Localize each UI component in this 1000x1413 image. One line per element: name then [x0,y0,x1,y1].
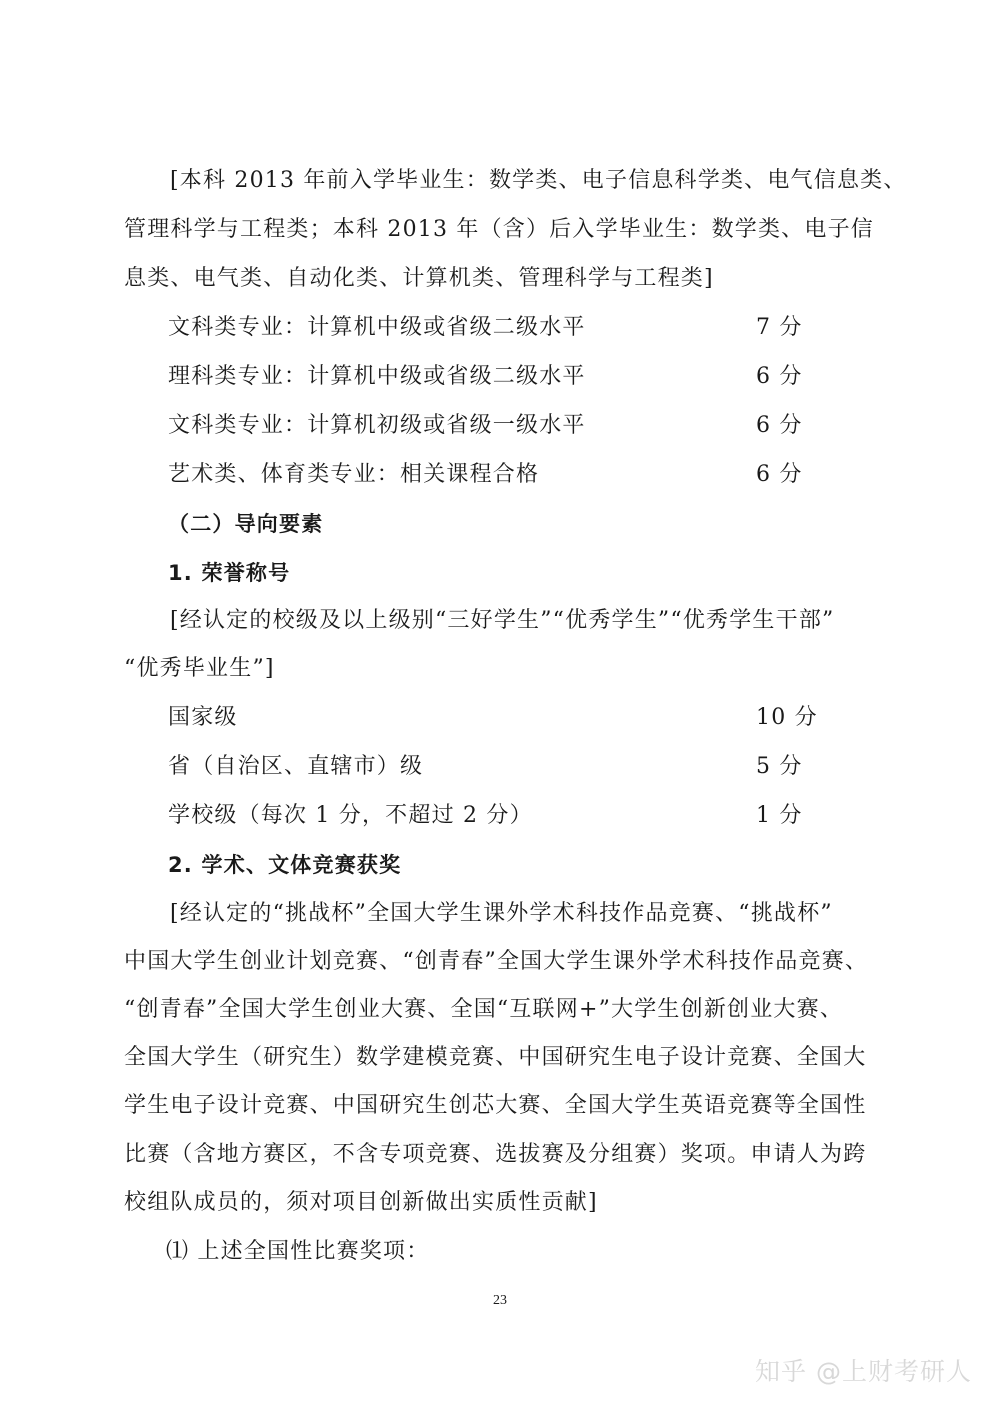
paragraph-line: 中国大学生创业计划竞赛、“创青春”全国大学生课外学术科技作品竞赛、 [124,949,869,974]
paragraph-line: [经认定的“挑战杯”全国大学生课外学术科技作品竞赛、“挑战杯” [170,901,833,926]
subsection-heading: 2. 学术、文体竞赛获奖 [168,853,402,877]
paragraph-line: 校组队成员的，须对项目创新做出实质性贡献] [124,1190,598,1215]
paragraph-line: 学生电子设计竞赛、中国研究生创芯大赛、全国大学生英语竞赛等全国性 [124,1093,867,1118]
list-item: ⑴ 上述全国性比赛奖项： [166,1239,430,1264]
subsection-heading: 1. 荣誉称号 [168,561,291,585]
score-label: 文科类专业：计算机初级或省级一级水平 [168,413,586,438]
score-value: 7 分 [756,315,803,340]
score-value: 6 分 [756,462,803,487]
score-label: 省（自治区、直辖市）级 [168,754,424,779]
score-row [168,460,868,490]
score-value: 5 分 [756,754,803,779]
paragraph-line: “优秀毕业生”] [124,656,275,681]
paragraph-line: [本科 2013 年前入学毕业生：数学类、电子信息科学类、电气信息类、 [170,168,907,193]
page-number: 23 [493,1293,507,1308]
score-value: 1 分 [756,803,803,828]
score-label: 理科类专业：计算机中级或省级二级水平 [168,364,586,389]
score-label: 艺术类、体育类专业：相关课程合格 [168,462,540,487]
score-row [168,752,868,782]
paragraph-line: “创青春”全国大学生创业大赛、全国“互联网+”大学生创新创业大赛、 [124,997,844,1022]
score-label: 学校级（每次 1 分，不超过 2 分） [168,803,533,828]
score-row [168,703,868,733]
score-row [168,411,868,441]
paragraph-line: 比赛（含地方赛区，不含专项竞赛、选拔赛及分组赛）奖项。申请人为跨 [124,1142,867,1167]
paragraph-line: 全国大学生（研究生）数学建模竞赛、中国研究生电子设计竞赛、全国大 [124,1045,867,1070]
score-value: 6 分 [756,364,803,389]
score-row [168,362,868,392]
watermark: 知乎 @上财考研人 [755,1357,972,1386]
score-row [168,313,868,343]
paragraph-line: [经认定的校级及以上级别“三好学生”“优秀学生”“优秀学生干部” [170,608,835,633]
score-value: 6 分 [756,413,803,438]
section-heading: （二）导向要素 [168,512,324,536]
score-label: 文科类专业：计算机中级或省级二级水平 [168,315,586,340]
score-row [168,801,868,831]
score-label: 国家级 [168,705,238,730]
paragraph-line: 管理科学与工程类；本科 2013 年（含）后入学毕业生：数学类、电子信 [124,217,874,242]
score-value: 10 分 [756,705,818,730]
paragraph-line: 息类、电气类、自动化类、计算机类、管理科学与工程类] [124,266,714,291]
